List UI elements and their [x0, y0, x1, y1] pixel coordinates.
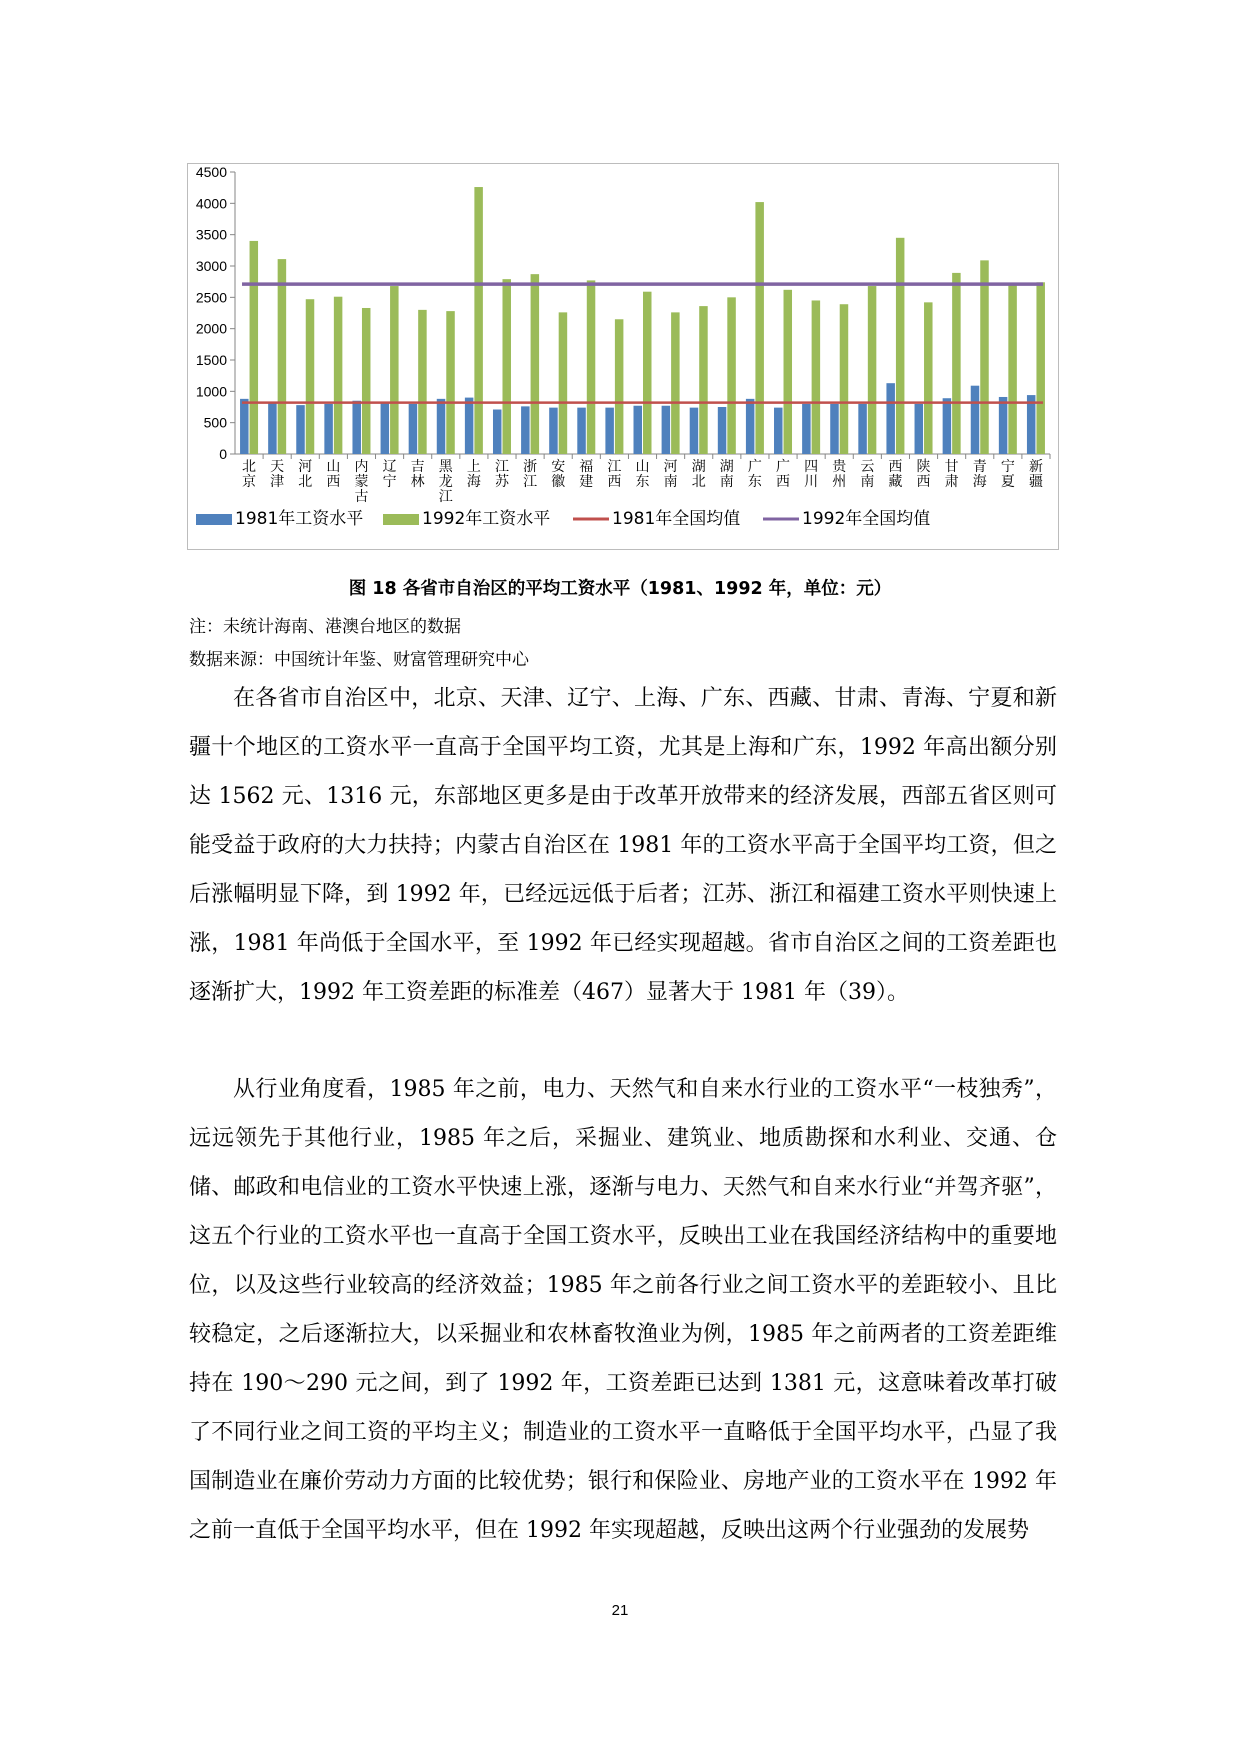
bar-1992-27	[980, 260, 989, 454]
y-tick-label: 3000	[195, 258, 227, 274]
x-tick-label: 四川	[804, 459, 819, 490]
bar-1992-25	[924, 302, 933, 454]
y-tick-label: 0	[219, 446, 227, 462]
bar-1992-5	[362, 308, 371, 454]
bar-1981-7	[409, 404, 418, 454]
x-tick-label: 吉林	[410, 459, 425, 490]
bar-1981-8	[437, 399, 446, 454]
x-tick-label: 湖南	[719, 459, 734, 490]
figure-caption: 图 18 各省市自治区的平均工资水平（1981、1992 年，单位：元）	[348, 579, 892, 599]
x-tick-label: 湖北	[691, 459, 706, 490]
bar-1981-1	[240, 399, 249, 454]
bar-1981-14	[605, 408, 614, 454]
bar-1981-10	[493, 410, 502, 454]
bar-1981-27	[971, 386, 980, 454]
x-tick-label: 西藏	[888, 459, 903, 490]
x-tick-label: 贵州	[832, 459, 847, 490]
bar-1981-19	[746, 399, 755, 454]
y-tick-label: 2500	[195, 289, 227, 306]
x-tick-label: 青海	[972, 459, 987, 490]
x-tick-label: 天津	[270, 459, 285, 490]
x-tick-label: 广西	[776, 459, 791, 490]
y-tick-label: 3500	[195, 226, 227, 243]
bar-1981-17	[690, 408, 699, 454]
bar-1981-18	[718, 407, 727, 454]
x-tick-label: 广东	[747, 459, 762, 490]
data-source: 数据来源：中国统计年鉴、财富管理研究中心	[189, 650, 529, 670]
x-tick-label: 上海	[466, 459, 481, 490]
legend-label: 1981年工资水平	[235, 509, 364, 529]
x-tick-label: 宁夏	[1000, 459, 1015, 490]
x-tick-label: 江苏	[494, 459, 509, 490]
x-tick-label: 山西	[326, 459, 341, 490]
bar-1992-28	[1008, 285, 1017, 454]
bar-1992-2	[278, 259, 287, 454]
bar-1992-18	[727, 297, 736, 454]
bar-1981-26	[943, 398, 952, 454]
x-tick-label: 福建	[579, 459, 594, 490]
bar-1981-28	[999, 397, 1008, 454]
x-tick-label: 内蒙古	[354, 459, 369, 505]
bar-1981-4	[324, 404, 333, 454]
bar-1981-11	[521, 406, 530, 454]
bar-1992-10	[502, 279, 511, 454]
bar-1981-6	[381, 402, 390, 454]
bar-1981-2	[268, 403, 277, 454]
wage-bar-chart	[188, 164, 1060, 551]
chart-note: 注：未统计海南、港澳台地区的数据	[189, 617, 461, 637]
bar-1981-13	[577, 408, 586, 454]
bar-1981-12	[549, 408, 558, 454]
bar-1992-7	[418, 310, 427, 454]
bar-1981-20	[774, 408, 783, 454]
bar-1992-3	[306, 299, 315, 454]
bar-1981-29	[1027, 395, 1036, 454]
bar-1981-24	[886, 383, 895, 454]
bar-1981-15	[634, 406, 643, 454]
legend-label: 1981年全国均值	[612, 509, 741, 529]
bar-1992-21	[812, 300, 821, 454]
bar-1992-1	[250, 241, 259, 454]
legend-label: 1992年工资水平	[422, 509, 551, 529]
bar-1992-15	[643, 292, 652, 454]
bar-1992-11	[531, 274, 540, 454]
y-tick-label: 2000	[195, 320, 227, 337]
x-tick-label: 新疆	[1028, 459, 1043, 490]
y-tick-label: 1500	[195, 352, 227, 368]
bar-1981-3	[296, 405, 305, 454]
bar-1992-29	[1036, 282, 1045, 454]
x-tick-label: 河南	[663, 459, 678, 490]
bar-1981-25	[915, 404, 924, 454]
bar-1992-4	[334, 297, 343, 454]
legend-swatch	[383, 514, 419, 525]
bar-1992-17	[699, 306, 708, 454]
body-paragraph-2: 从行业角度看，1985 年之前，电力、天然气和自来水行业的工资水平“一枝独秀”，远远领先于其他行业，1985 年之后，采掘业、建筑业、地质勘探和水利业、交通、仓储、邮政和电信业的工资水平快速上涨，逐渐与电力、天然气和自来水行业“并驾齐驱”，这五个行业的工资水平也一直高于全国工资水平，反映出工业在我国经济结构中的重要地位，以及这些行业较高的经济效益；1985 年之前各行业之间工资水平的差距较小、且比较稳定，之后逐渐拉大，以采掘业和农林畜牧渔业为例，1985 年之前两者的工资差距维持在 190～290 元之间，到了 1992 年，工资差距已达到 1381 元，这意味着改革打破了不同行业之间工资的平均主义；制造业的工资水平一直略低于全国平均水平，凸显了我国制造业在廉价劳动力方面的比较优势；银行和保险业、房地产业的工资水平在 1992 年之前一直低于全国平均水平，但在 1992 年实现超越，反映出这两个行业强劲的发展势	[189, 1077, 1057, 1543]
x-tick-label: 陕西	[916, 459, 931, 490]
bar-1981-16	[662, 406, 671, 454]
bar-1992-22	[840, 304, 849, 454]
x-tick-label: 黑龙江	[438, 459, 453, 505]
x-tick-label: 云南	[860, 459, 875, 490]
bar-1992-13	[587, 280, 596, 454]
bar-1981-5	[352, 401, 361, 454]
bar-1992-6	[390, 286, 399, 454]
x-tick-label: 山东	[635, 459, 650, 490]
bar-1992-23	[868, 286, 877, 454]
bar-1992-8	[446, 311, 455, 454]
body-paragraph-1: 在各省市自治区中，北京、天津、辽宁、上海、广东、西藏、甘肃、青海、宁夏和新疆十个地区的工资水平一直高于全国平均工资，尤其是上海和广东，1992 年高出额分别达 1562 元、1316 元，东部地区更多是由于改革开放带来的经济发展，西部五省区则可能受益于政府的大力扶持；内蒙古自治区在 1981 年的工资水平高于全国平均工资，但之后涨幅明显下降，到 1992 年，已经远远低于后者；江苏、浙江和福建工资水平则快速上涨，1981 年尚低于全国水平，至 1992 年已经实现超越。省市自治区之间的工资差距也逐渐扩大，1992 年工资差距的标准差（467）显著大于 1981 年（39）。	[189, 686, 1057, 1005]
bar-1992-9	[474, 187, 483, 454]
x-tick-label: 河北	[298, 459, 313, 490]
y-tick-label: 4000	[195, 195, 227, 212]
x-tick-label: 浙江	[523, 459, 538, 490]
bar-1981-23	[858, 404, 867, 454]
chart-frame	[187, 163, 1059, 550]
x-tick-label: 辽宁	[382, 459, 397, 490]
legend-label: 1992年全国均值	[802, 509, 931, 529]
bar-1981-22	[830, 404, 839, 454]
bar-1992-12	[559, 312, 568, 454]
bar-1992-16	[671, 312, 680, 454]
y-tick-label: 1000	[195, 383, 227, 400]
x-tick-label: 安徽	[551, 459, 566, 490]
x-tick-label: 甘肃	[944, 459, 959, 490]
bar-1992-19	[755, 202, 764, 454]
y-tick-label: 4500	[195, 164, 227, 180]
bar-1992-26	[952, 273, 961, 454]
bar-1992-24	[896, 238, 905, 454]
bar-1992-20	[784, 290, 793, 454]
legend-swatch	[196, 514, 232, 525]
y-tick-label: 500	[203, 414, 227, 431]
bar-1981-21	[802, 404, 811, 454]
bar-1992-14	[615, 319, 624, 454]
bar-1981-9	[465, 398, 474, 454]
page-number: 21	[611, 1602, 629, 1619]
x-tick-label: 江西	[607, 459, 622, 490]
x-tick-label: 北京	[242, 459, 257, 490]
